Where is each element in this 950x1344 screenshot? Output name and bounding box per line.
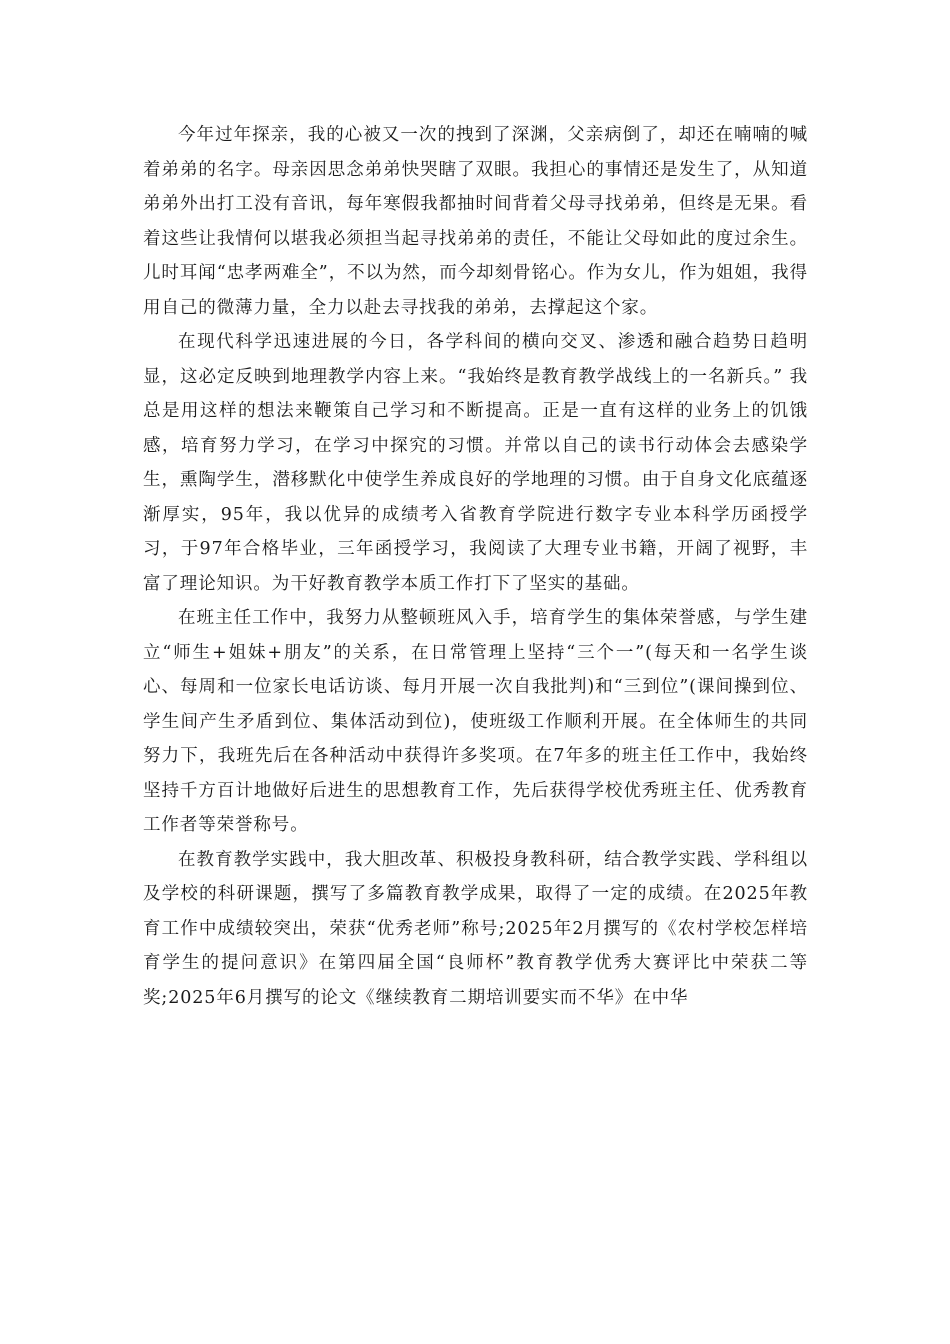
document-body	[143, 118, 808, 1015]
paragraph-3: 在班主任工作中，我努力从整顿班风入手，培育学生的集体荣誉感，与学生建立“师生+姐妹+朋友”的关系，在日常管理上坚持“三个一”(每天和一名学生谈心、每周和一位家长电话访谈、每月开展一次自我批判)和“三到位”(课间操到位、学生间产生矛盾到位、集体活动到位)，使班级工作顺利开展。在全体师生的共同努力下，我班先后在各种活动中获得许多奖项。在7年多的班主任工作中，我始终坚持千方百计地做好后进生的思想教育工作，先后获得学校优秀班主任、优秀教育工作者等荣誉称号。	[143, 608, 808, 835]
paragraph-2: 在现代科学迅速进展的今日，各学科间的横向交叉、渗透和融合趋势日趋明显，这必定反映到地理教学内容上来。“我始终是教育教学战线上的一名新兵。” 我总是用这样的想法来鞭策自己学习和不断提高。正是一直有这样的业务上的饥饿感，培育努力学习，在学习中探究的习惯。并常以自己的读书行动体会去感染学生，熏陶学生，潜移默化中使学生养成良好的学地理的习惯。由于自身文化底蕴逐渐厚实，95年，我以优异的成绩考入省教育学院进行数字专业本科学历函授学习，于97年合格毕业，三年函授学习，我阅读了大理专业书籍，开阔了视野，丰富了理论知识。为干好教育教学本质工作打下了坚实的基础。	[143, 332, 808, 594]
paragraph-1: 今年过年探亲，我的心被又一次的拽到了深渊，父亲病倒了，却还在喃喃的喊着弟弟的名字。母亲因思念弟弟快哭瞎了双眼。我担心的事情还是发生了，从知道弟弟外出打工没有音讯，每年寒假我都抽时间背着父母寻找弟弟，但终是无果。看着这些让我情何以堪我必须担当起寻找弟弟的责任，不能让父母如此的度过余生。儿时耳闻“忠孝两难全”，不以为然，而今却刻骨铭心。作为女儿，作为姐姐，我得用自己的微薄力量，全力以赴去寻找我的弟弟，去撑起这个家。	[143, 125, 808, 318]
paragraph-4: 在教育教学实践中，我大胆改革、积极投身教科研，结合教学实践、学科组以及学校的科研课题，撰写了多篇教育教学成果，取得了一定的成绩。在2025年教育工作中成绩较突出，荣获“优秀老师”称号;2025年2月撰写的《农村学校怎样培育学生的提问意识》在第四届全国“良师杯”教育教学优秀大赛评比中荣获二等奖;2025年6月撰写的论文《继续教育二期培训要实而不华》在中华	[143, 849, 808, 1008]
